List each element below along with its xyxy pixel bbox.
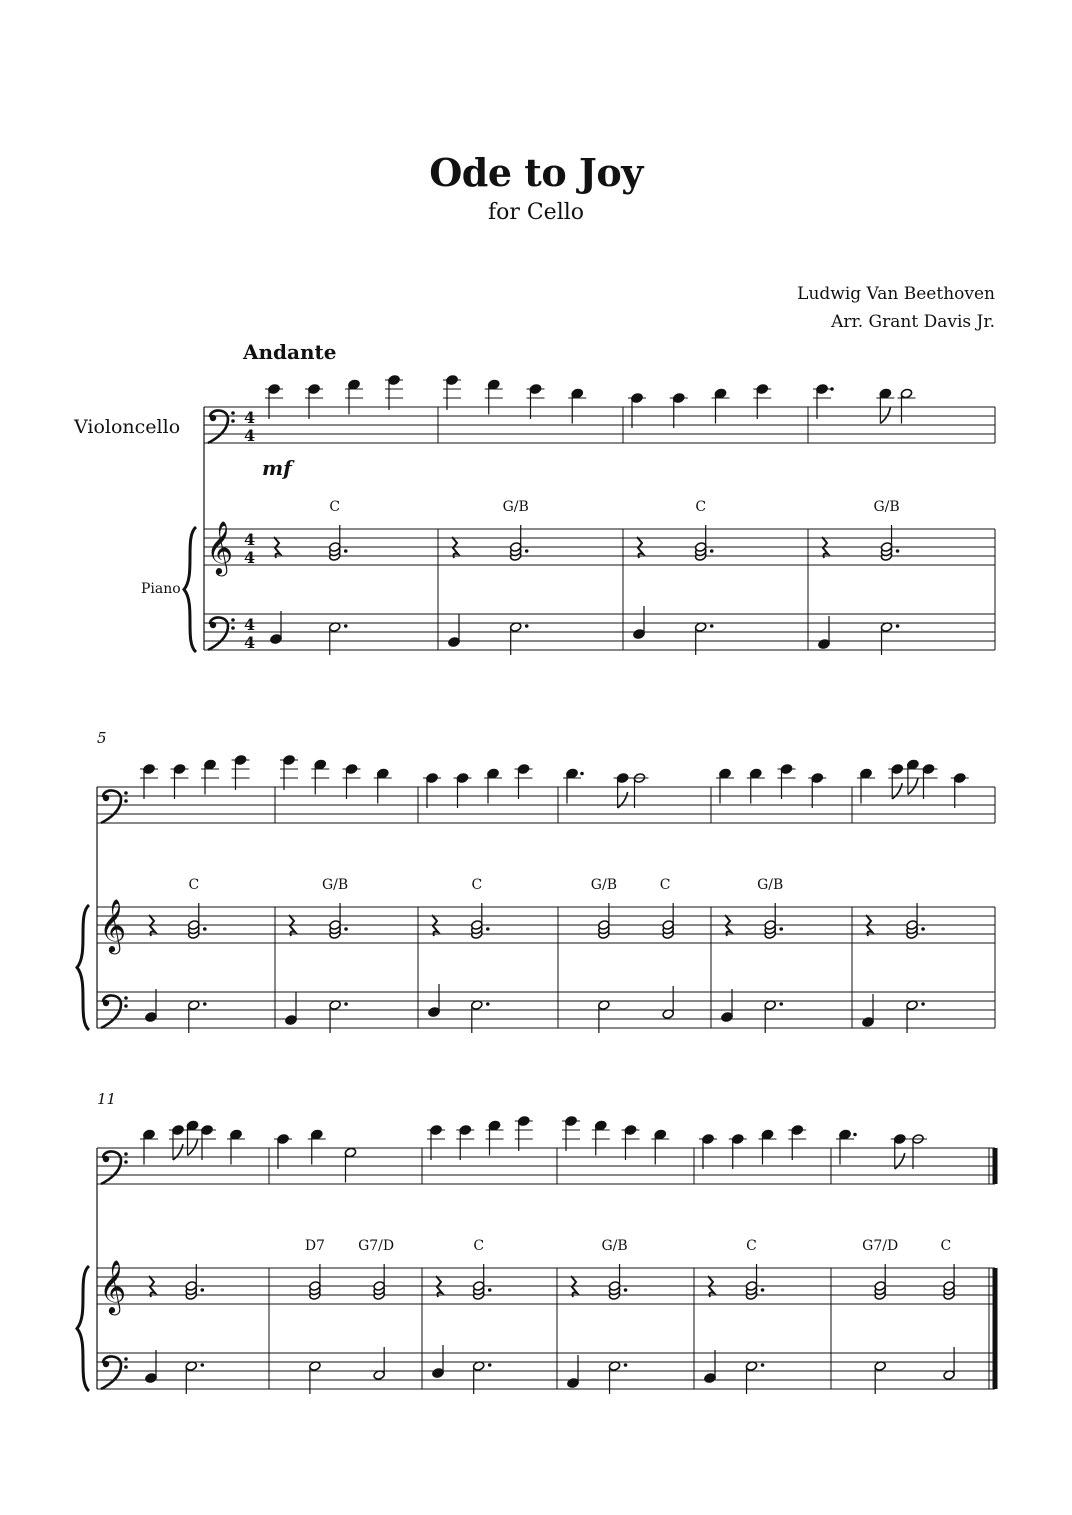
chord-symbol: G/B xyxy=(321,877,349,893)
flag xyxy=(895,1153,905,1169)
bass-clef-curve xyxy=(208,410,228,443)
cello-note xyxy=(651,1129,669,1164)
cello-note xyxy=(427,1125,445,1160)
bass-note xyxy=(704,1350,716,1383)
cello-note xyxy=(345,379,363,414)
augmentation-dot xyxy=(710,549,714,553)
bass-clef-dot xyxy=(124,1365,128,1369)
cello-note xyxy=(232,755,250,790)
augmentation-dot xyxy=(486,927,490,931)
piano-chord xyxy=(309,1264,321,1300)
cello-note xyxy=(753,384,771,419)
treble-clef: 𝄞 xyxy=(206,520,234,574)
cello-note xyxy=(747,768,765,803)
augmentation-dot xyxy=(710,624,714,628)
piano-treble-staff xyxy=(97,907,995,943)
bass-note xyxy=(943,1347,955,1380)
bass-note xyxy=(145,1350,157,1383)
cello-note xyxy=(201,759,219,794)
cello-note xyxy=(614,773,632,808)
cello-note xyxy=(622,1125,640,1160)
notehead xyxy=(907,759,919,770)
notehead xyxy=(761,1129,773,1140)
augmentation-dot xyxy=(203,1002,207,1006)
bass-clef-dot xyxy=(124,799,128,803)
bass-clef-head xyxy=(103,1361,109,1367)
notehead xyxy=(311,1129,323,1140)
notehead xyxy=(862,1017,874,1028)
notehead xyxy=(314,759,326,770)
cello-note xyxy=(423,773,441,808)
notehead xyxy=(900,388,912,399)
score-subtitle: for Cello xyxy=(487,200,585,225)
augmentation-dot xyxy=(200,1288,204,1292)
piano-chord xyxy=(874,1264,886,1300)
chord-symbol: G/B xyxy=(590,877,618,893)
piano-chord xyxy=(373,1264,385,1300)
tempo-marking: Andante xyxy=(243,340,337,364)
notehead xyxy=(448,637,460,648)
piano-treble-staff xyxy=(97,1268,995,1304)
cello-note xyxy=(515,1116,533,1151)
notehead xyxy=(750,768,762,779)
time-signature-denominator: 4 xyxy=(244,548,256,567)
augmentation-dot xyxy=(488,1288,492,1292)
bass-clef-curve xyxy=(101,995,121,1028)
cello-note xyxy=(729,1134,747,1169)
treble-clef: 𝄞 xyxy=(99,1259,127,1313)
bass-clef xyxy=(101,790,128,823)
notehead xyxy=(432,1368,444,1379)
augmentation-dot xyxy=(761,1288,765,1292)
cello-note xyxy=(140,764,158,799)
chord-symbol: C xyxy=(940,1238,952,1254)
cello-note xyxy=(527,384,545,419)
chord-symbol: G/B xyxy=(757,877,784,893)
notehead xyxy=(348,379,360,390)
chord-symbol: G7/D xyxy=(862,1238,899,1254)
cello-note xyxy=(305,384,323,419)
cello-note xyxy=(631,773,649,808)
cello-note xyxy=(759,1129,777,1164)
notehead xyxy=(428,1007,440,1018)
notehead xyxy=(270,634,282,645)
cello-note xyxy=(198,1125,216,1160)
bass-note xyxy=(145,989,157,1022)
bass-clef-dot xyxy=(124,791,128,795)
piano-chord xyxy=(598,903,610,939)
cello-note xyxy=(456,1125,474,1160)
piano-bass-staff xyxy=(97,992,995,1028)
augmentation-dot xyxy=(624,1363,628,1367)
chord-symbol: G7/D xyxy=(358,1238,395,1254)
cello-note xyxy=(670,393,688,428)
bass-clef-curve xyxy=(208,617,228,650)
piano-brace xyxy=(77,905,89,1030)
notehead xyxy=(719,768,731,779)
augmentation-dot xyxy=(525,624,529,628)
cello-note xyxy=(788,1125,806,1160)
bass-note xyxy=(862,994,874,1027)
measure-number: 5 xyxy=(97,729,107,747)
bass-clef xyxy=(101,1151,128,1184)
cello-note xyxy=(308,1129,326,1164)
cello-note xyxy=(344,1147,356,1182)
bass-clef-dot xyxy=(231,411,235,415)
augmentation-dot xyxy=(896,624,900,628)
bass-note xyxy=(662,986,674,1019)
bass-clef-dot xyxy=(231,419,235,423)
notehead xyxy=(488,379,500,390)
augmentation-dot xyxy=(853,1133,857,1137)
notehead xyxy=(704,1373,716,1384)
measure-number: 11 xyxy=(97,1090,117,1108)
flag xyxy=(618,792,628,808)
bass-clef-dot xyxy=(231,618,235,622)
notehead xyxy=(818,639,830,650)
piano-bass-staff xyxy=(204,614,995,650)
cello-note xyxy=(563,768,584,803)
bass-clef-dot xyxy=(231,626,235,630)
cello-note xyxy=(184,1120,202,1155)
cello-note xyxy=(836,1129,857,1164)
augmentation-dot xyxy=(344,624,348,628)
cello-note xyxy=(876,388,894,423)
notehead xyxy=(230,1129,242,1140)
chord-symbol: C xyxy=(695,499,707,515)
augmentation-dot xyxy=(344,549,348,553)
notehead xyxy=(145,1373,157,1384)
bass-clef-head xyxy=(103,1000,109,1006)
bass-clef-dot xyxy=(124,996,128,1000)
bass-note xyxy=(448,614,460,647)
bass-clef-curve xyxy=(101,790,121,823)
chord-symbol: C xyxy=(746,1238,757,1254)
cello-note xyxy=(274,1134,292,1169)
chord-symbol: D7 xyxy=(304,1238,325,1254)
cello-note xyxy=(716,768,734,803)
cello-note xyxy=(909,1134,927,1169)
piano-bass-staff xyxy=(97,1353,995,1389)
arranger-credit: Arr. Grant Davis Jr. xyxy=(831,312,995,332)
piano-brace xyxy=(77,1266,89,1391)
notehead xyxy=(143,1129,155,1140)
cello-note xyxy=(778,764,796,799)
cello-note xyxy=(454,773,472,808)
notehead xyxy=(204,759,216,770)
notehead xyxy=(879,388,891,399)
chord-symbol: C xyxy=(473,1238,485,1254)
cello-note xyxy=(568,388,586,423)
augmentation-dot xyxy=(200,1363,204,1367)
cello-note xyxy=(343,764,361,799)
cello-note xyxy=(857,768,875,803)
bass-clef-head xyxy=(103,1156,109,1162)
cello-note xyxy=(311,759,329,794)
augmentation-dot xyxy=(525,549,529,553)
notehead xyxy=(714,388,726,399)
cello-note xyxy=(485,379,503,414)
augmentation-dot xyxy=(488,1363,492,1367)
cello-note xyxy=(699,1134,717,1169)
bass-note xyxy=(270,611,282,644)
notehead xyxy=(186,1120,198,1131)
time-signature-numerator: 4 xyxy=(244,408,256,427)
treble-clef: 𝄞 xyxy=(99,898,127,952)
notehead xyxy=(285,1015,297,1026)
score-title: Ode to Joy xyxy=(429,150,643,195)
bass-note xyxy=(567,1355,579,1388)
cello-note xyxy=(385,375,403,410)
time-signature-denominator: 4 xyxy=(244,426,256,445)
notehead xyxy=(654,1129,666,1140)
cello-note xyxy=(898,388,916,423)
cello-note xyxy=(813,384,834,419)
chord-symbol: C xyxy=(659,877,671,893)
augmentation-dot xyxy=(486,1002,490,1006)
flag xyxy=(892,783,902,799)
bass-note xyxy=(721,989,733,1022)
chord-symbol: G/B xyxy=(601,1238,628,1254)
cello-note xyxy=(808,773,826,808)
composer-credit: Ludwig Van Beethoven xyxy=(797,284,995,304)
instrument-label-cello: Violoncello xyxy=(74,416,181,438)
cello-note xyxy=(592,1120,610,1155)
time-signature-numerator: 4 xyxy=(244,615,256,634)
bass-clef-head xyxy=(210,622,216,628)
chord-symbol: G/B xyxy=(873,499,900,515)
notehead xyxy=(567,1378,579,1389)
cello-note xyxy=(140,1129,158,1164)
bass-note xyxy=(818,616,830,649)
bass-note xyxy=(373,1347,385,1380)
cello-note xyxy=(712,388,730,423)
bass-note xyxy=(285,992,297,1025)
notehead xyxy=(566,768,578,779)
augmentation-dot xyxy=(896,549,900,553)
notehead xyxy=(839,1129,851,1140)
bass-clef-dot xyxy=(124,1357,128,1361)
chord-symbol: C xyxy=(188,877,200,893)
cello-staff xyxy=(97,1148,995,1184)
cello-note xyxy=(562,1116,580,1151)
cello-note xyxy=(888,764,906,799)
augmentation-dot xyxy=(921,927,925,931)
notehead xyxy=(860,768,872,779)
notehead xyxy=(487,768,499,779)
notehead xyxy=(571,388,583,399)
augmentation-dot xyxy=(580,772,584,776)
cello-note xyxy=(443,375,461,410)
piano-chord xyxy=(943,1264,955,1300)
notehead xyxy=(595,1120,607,1131)
cello-note xyxy=(920,764,938,799)
bass-clef xyxy=(101,995,128,1028)
bass-clef xyxy=(101,1356,128,1389)
cello-staff xyxy=(204,407,995,443)
instrument-label-piano: Piano xyxy=(141,581,181,597)
augmentation-dot xyxy=(344,927,348,931)
cello-note xyxy=(484,768,502,803)
cello-note xyxy=(891,1134,909,1169)
cello-staff xyxy=(97,787,995,823)
cello-note xyxy=(265,384,283,419)
augmentation-dot xyxy=(830,387,834,391)
bass-clef-dot xyxy=(124,1152,128,1156)
piano-chord xyxy=(662,903,674,939)
cello-note xyxy=(628,393,646,428)
notehead xyxy=(344,1147,356,1158)
chord-symbol: C xyxy=(329,499,341,515)
cello-note xyxy=(280,755,298,790)
piano-treble-staff xyxy=(204,529,995,565)
cello-note xyxy=(951,773,969,808)
bass-clef-curve xyxy=(101,1151,121,1184)
bass-clef-head xyxy=(103,795,109,801)
notehead xyxy=(145,1012,157,1023)
augmentation-dot xyxy=(779,927,783,931)
chord-symbol: C xyxy=(471,877,483,893)
bass-clef xyxy=(208,410,235,443)
bass-clef-curve xyxy=(101,1356,121,1389)
cello-note xyxy=(171,764,189,799)
augmentation-dot xyxy=(779,1002,783,1006)
cello-note xyxy=(374,768,392,803)
augmentation-dot xyxy=(624,1288,628,1292)
augmentation-dot xyxy=(344,1002,348,1006)
cello-note xyxy=(515,764,533,799)
time-signature-denominator: 4 xyxy=(244,633,256,652)
notehead xyxy=(488,1120,500,1131)
notehead xyxy=(377,768,389,779)
bass-clef-head xyxy=(210,415,216,421)
cello-note xyxy=(227,1129,245,1164)
bass-clef-dot xyxy=(124,1160,128,1164)
augmentation-dot xyxy=(761,1363,765,1367)
chord-symbol: G/B xyxy=(502,499,529,515)
augmentation-dot xyxy=(203,927,207,931)
cello-note xyxy=(904,759,922,794)
bass-clef-dot xyxy=(124,1004,128,1008)
notehead xyxy=(633,629,645,640)
cello-note xyxy=(486,1120,504,1155)
dynamic-marking: mf xyxy=(262,456,292,480)
time-signature-numerator: 4 xyxy=(244,530,256,549)
flag xyxy=(173,1144,183,1160)
notehead xyxy=(721,1012,733,1023)
augmentation-dot xyxy=(921,1002,925,1006)
bass-clef xyxy=(208,617,235,650)
piano-brace xyxy=(184,527,196,652)
